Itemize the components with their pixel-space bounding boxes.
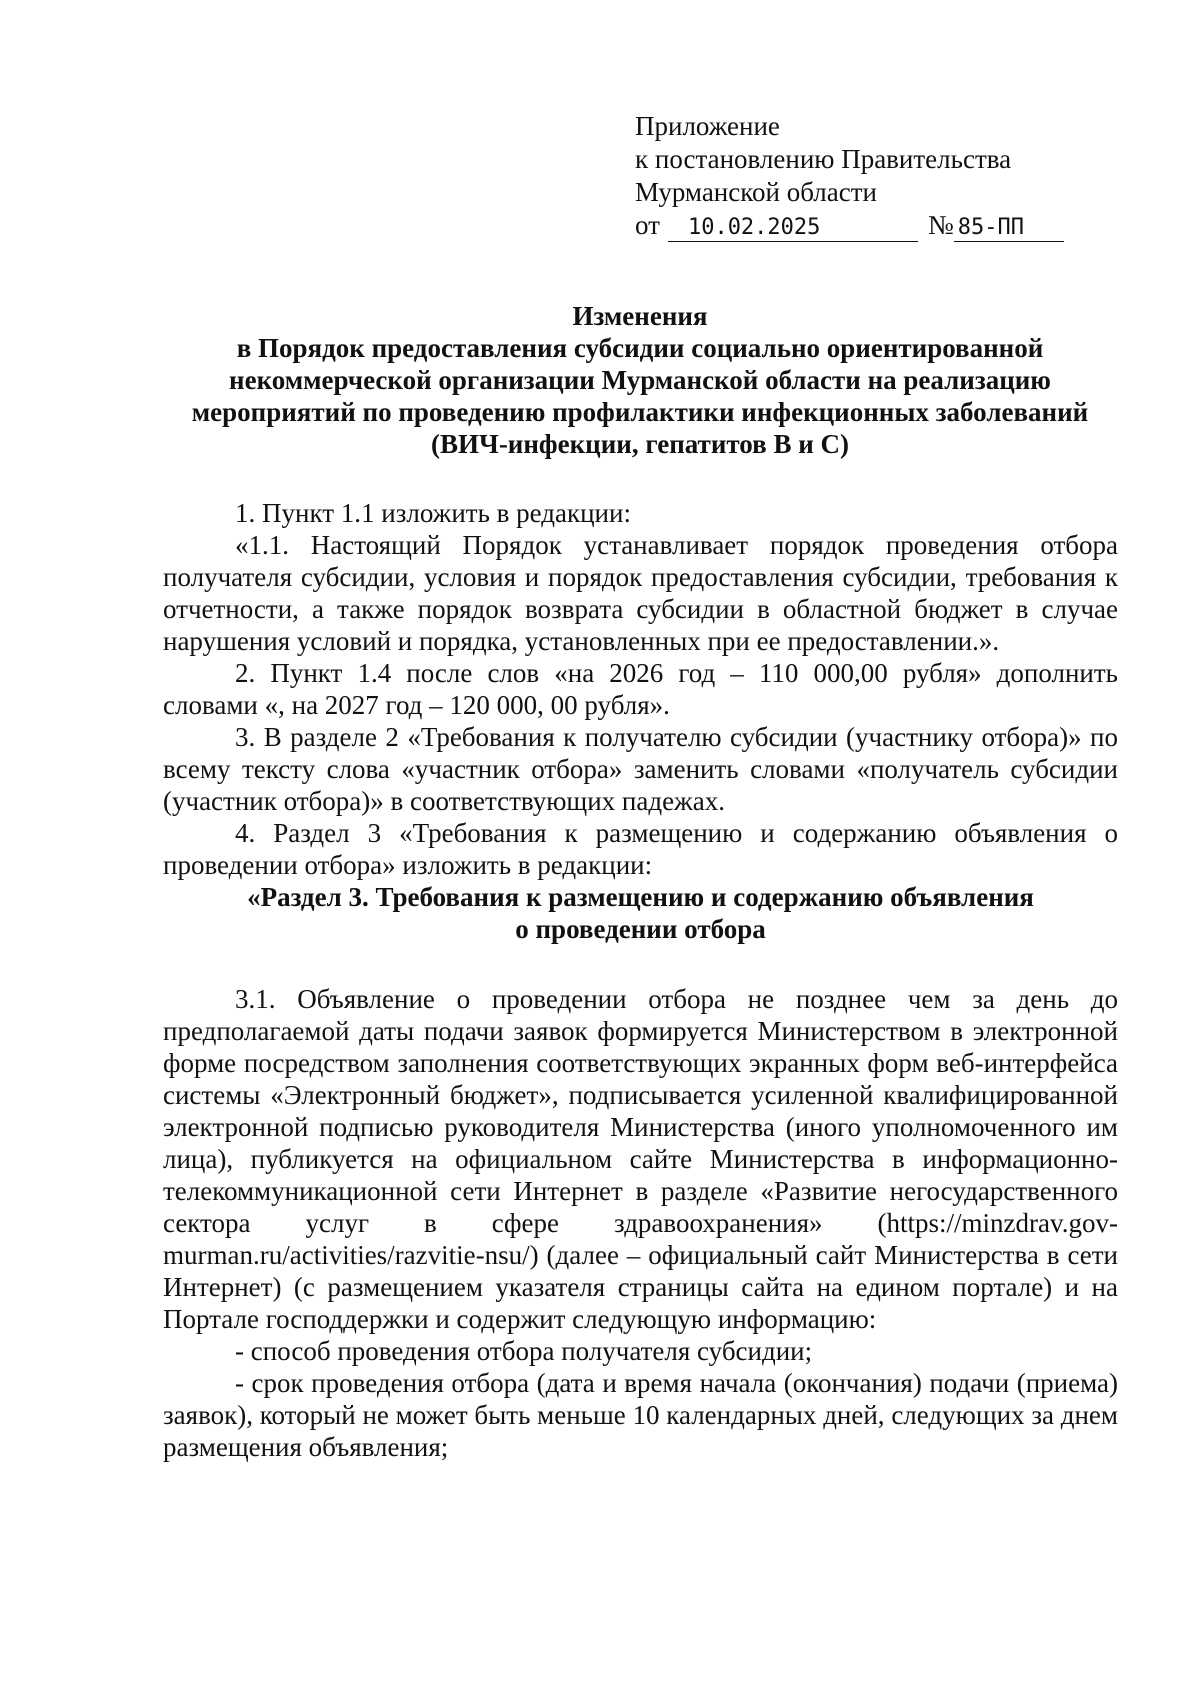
paragraph-4: 3. В разделе 2 «Требования к получателю субсидии (участнику отбора)» по всему тексту слова «участник отбора» заменить словами «получатель субсидии (участник отбора)» в соответствующих падежах. <box>163 722 1118 816</box>
decree-number: 85-ПП <box>954 215 1064 242</box>
appendix-label: Приложение <box>635 111 780 141</box>
paragraph-7: - способ проведения отбора получателя субсидии; <box>235 1336 813 1366</box>
paragraph-2: «1.1. Настоящий Порядок устанавливает порядок проведения отбора получателя субсидии, условия и порядок предоставления субсидии, требования к отчетности, а также порядок возврата субсидии в областной бюджет в случае нарушения условий и порядка, установленных при ее предоставлении.». <box>163 530 1118 656</box>
appendix-header <box>635 110 1064 242</box>
section-heading-line-1: «Раздел 3. Требования к размещению и содержанию объявления <box>247 882 1034 912</box>
paragraph-8: - срок проведения отбора (дата и время начала (окончания) подачи (приема) заявок), который не может быть меньше 10 календарных дней, следующих за днем размещения объявления; <box>163 1368 1118 1462</box>
spacer <box>163 945 1118 983</box>
from-label: от <box>635 210 660 240</box>
paragraph-6: 3.1. Объявление о проведении отбора не позднее чем за день до предполагаемой даты подачи заявок формируется Министерством в электронной форме посредством заполнения соответствующих экранных форм веб-интерфейса системы «Электронный бюджет», подписывается усиленной квалифицированной электронной подписью руководителя Министерства (иного уполномоченного им лица), публикуется на официальном сайте Министерства в информационно-телекоммуникационной сети Интернет в разделе «Развитие негосударственного сектора услуг в сфере здравоохранения» (https://minzdrav.gov-murman.ru/activities/razvitie-nsu/) (далее – официальный сайт Министерства в сети Интернет) (с размещением указателя страницы сайта на едином портале) и на Портале господдержки и содержит следующую информацию: <box>163 984 1118 1334</box>
paragraph-5: 4. Раздел 3 «Требования к размещению и содержанию объявления о проведении отбора» изложить в редакции: <box>163 818 1118 880</box>
section-heading <box>163 881 1118 945</box>
title-line-3: некоммерческой организации Мурманской области на реализацию <box>229 365 1051 395</box>
paragraph-1: 1. Пункт 1.1 изложить в редакции: <box>235 498 631 528</box>
appendix-decree-line: к постановлению Правительства <box>635 144 1012 174</box>
document-body <box>163 497 1118 1463</box>
title-line-2: в Порядок предоставления субсидии социально ориентированной <box>236 333 1044 363</box>
title-line-4: мероприятий по проведению профилактики инфекционных заболеваний <box>191 397 1089 427</box>
title-line-5: (ВИЧ-инфекции, гепатитов В и С) <box>431 429 849 459</box>
decree-date: 10.02.2025 <box>668 215 918 242</box>
document-title <box>150 300 1130 460</box>
number-label: № <box>927 210 954 240</box>
section-heading-line-2: о проведении отбора <box>515 914 766 944</box>
appendix-date-number <box>635 209 1064 242</box>
paragraph-3: 2. Пункт 1.4 после слов «на 2026 год – 110 000,00 рубля» дополнить словами «, на 2027 год – 120 000, 00 рубля». <box>163 658 1118 720</box>
appendix-region-line: Мурманской области <box>635 177 877 207</box>
title-line-1: Изменения <box>572 301 708 331</box>
